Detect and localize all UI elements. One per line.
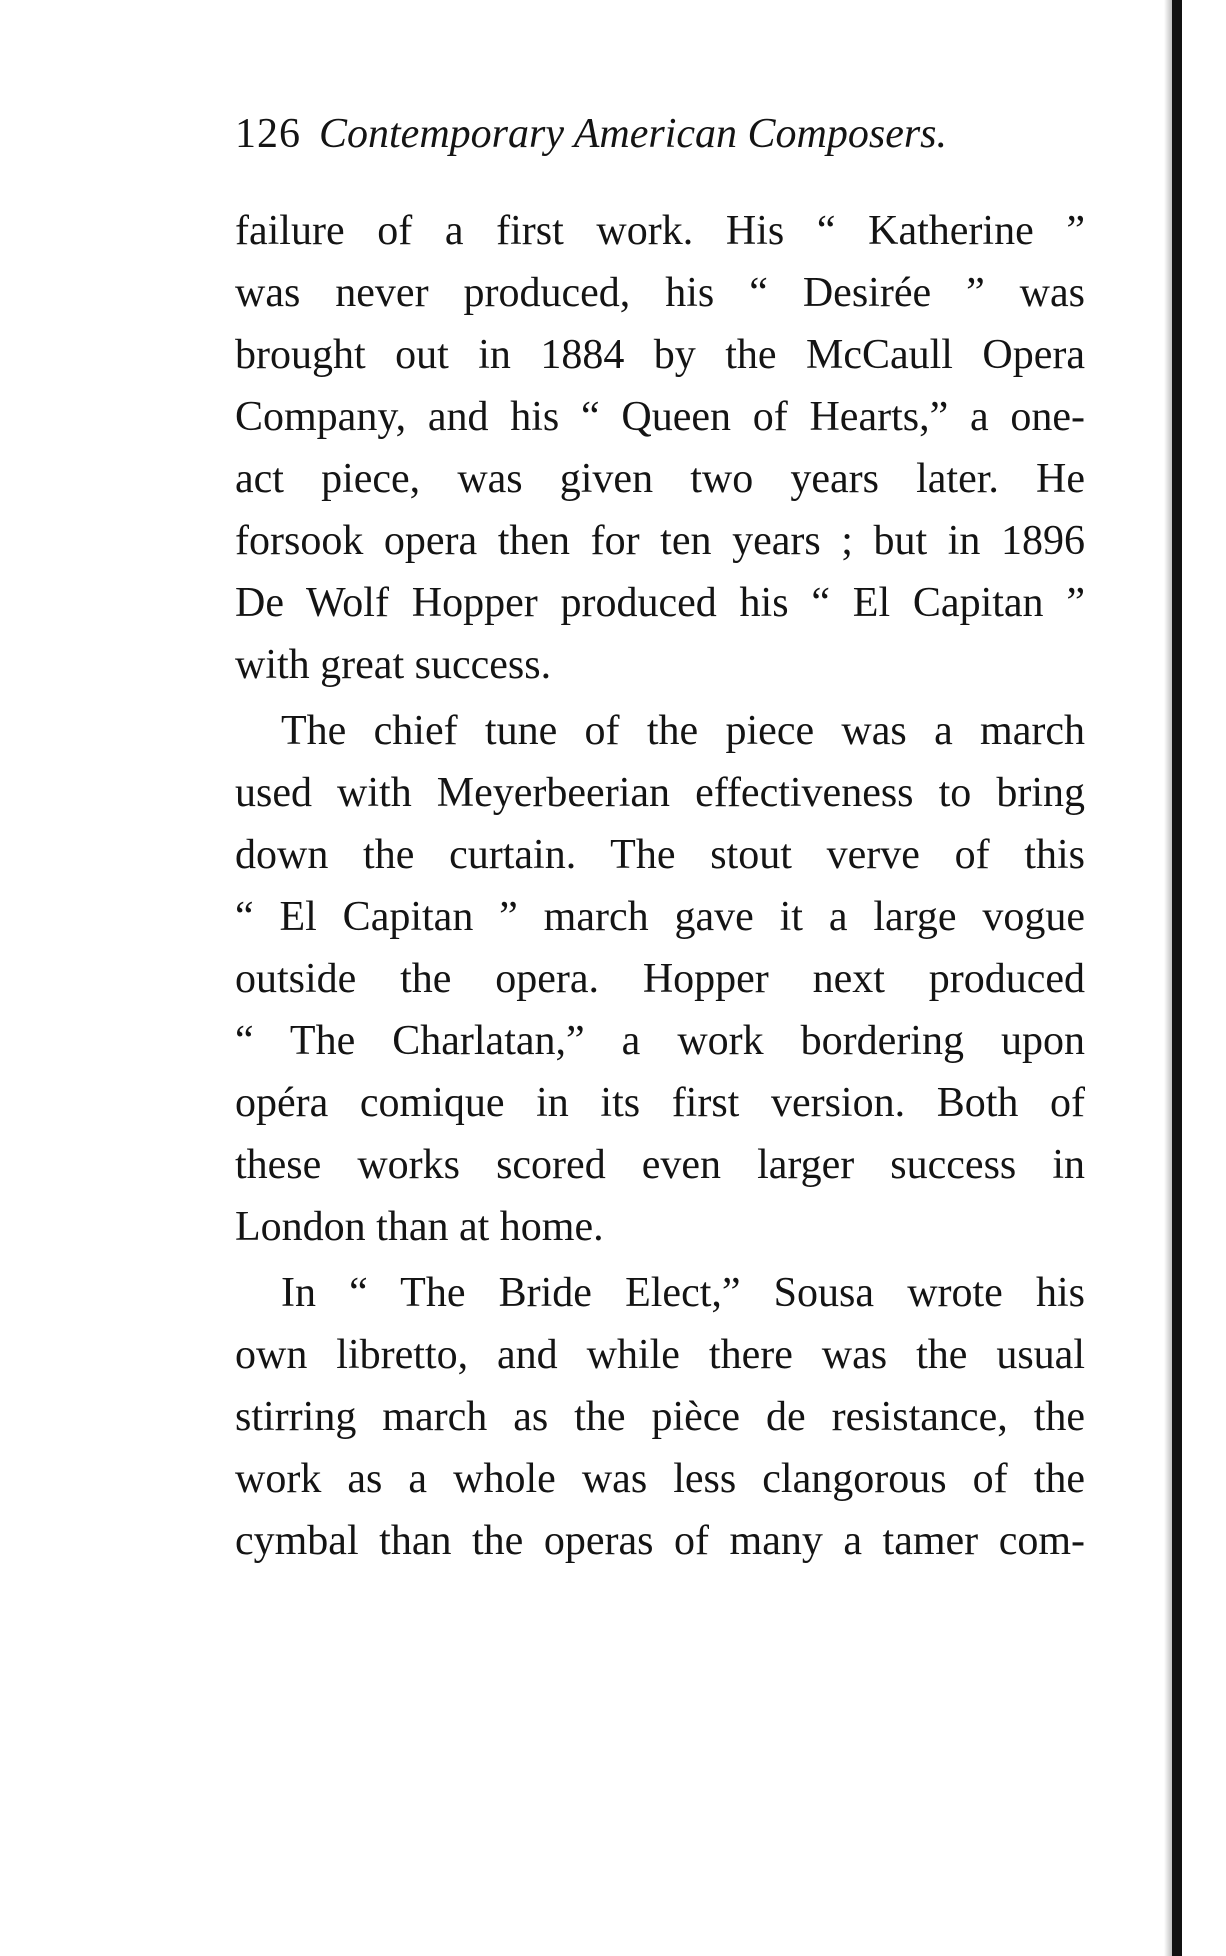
- text-line: brought out in 1884 by the McCaull Opera: [235, 332, 1085, 378]
- text-line: these works scored even larger success in: [235, 1142, 1085, 1188]
- text-line: stirring march as the pièce de resistance, the: [235, 1394, 1085, 1440]
- text-line: De Wolf Hopper produced his “ El Capitan ”: [235, 580, 1085, 626]
- text-line: was never produced, his “ Desirée ” was: [235, 270, 1085, 316]
- paragraph: [235, 1262, 1085, 1572]
- page-edge-shadow: [1164, 0, 1172, 1956]
- text-line: The chief tune of the piece was a march: [281, 708, 1085, 754]
- text-line: used with Meyerbeerian effectiveness to bring: [235, 770, 1085, 816]
- text-line: failure of a first work. His “ Katherine ”: [235, 208, 1085, 254]
- text-line: London than at home.: [235, 1204, 604, 1250]
- text-line: Company, and his “ Queen of Hearts,” a one-: [235, 394, 1085, 440]
- text-line: work as a whole was less clangorous of the: [235, 1456, 1085, 1502]
- text-line: outside the opera. Hopper next produced: [235, 956, 1085, 1002]
- paragraph: [235, 700, 1085, 1258]
- running-title: Contemporary American Composers.: [319, 111, 948, 157]
- text-line: act piece, was given two years later. He: [235, 456, 1085, 502]
- page-edge-bar: [1172, 0, 1182, 1956]
- text-line: “ The Charlatan,” a work bordering upon: [235, 1018, 1085, 1064]
- text-line: forsook opera then for ten years ; but in 1896: [235, 518, 1085, 564]
- text-line: with great success.: [235, 642, 552, 688]
- page-number: 126: [235, 111, 301, 157]
- running-head: [235, 108, 1085, 160]
- text-line: opéra comique in its first version. Both of: [235, 1080, 1085, 1126]
- body-text: [235, 200, 1085, 1572]
- text-line: down the curtain. The stout verve of this: [235, 832, 1085, 878]
- paragraph: [235, 200, 1085, 696]
- text-line: “ El Capitan ” march gave it a large vogue: [235, 894, 1085, 940]
- text-line: cymbal than the operas of many a tamer com-: [235, 1518, 1085, 1564]
- text-line: own libretto, and while there was the usual: [235, 1332, 1085, 1378]
- text-line: In “ The Bride Elect,” Sousa wrote his: [281, 1270, 1085, 1316]
